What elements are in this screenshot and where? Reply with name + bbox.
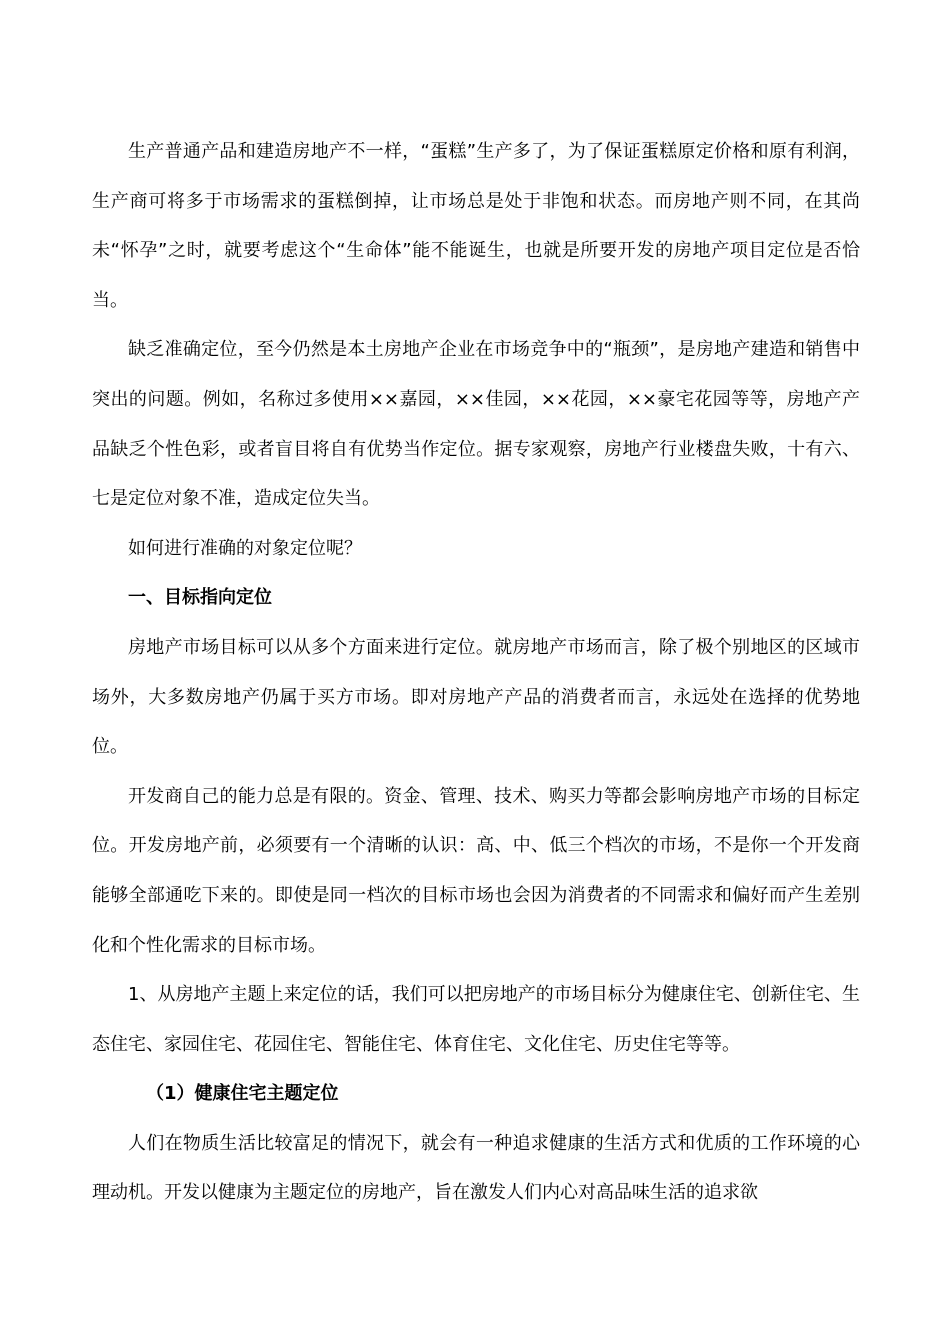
paragraph-health-housing: 人们在物质生活比较富足的情况下，就会有一种追求健康的生活方式和优质的工作环境的心理动机。开发以健康为主题定位的房地产，旨在激发人们内心对高品味生活的追求欲	[92, 1132, 860, 1204]
paragraph-positioning-problem: 缺乏准确定位，至今仍然是本土房地产企业在市场竞争中的“瓶颈”，是房地产建造和销售中突出的问题。例如，名称过多使用××嘉园，××佳园，××花园，××豪宅花园等等，房地产产品缺乏个性色彩，或者盲目将自有优势当作定位。据专家观察，房地产行业楼盘失败，十有六、七是定位对象不准，造成定位失当。	[92, 339, 860, 510]
paragraph-theme-positioning: 1、从房地产主题上来定位的话，我们可以把房地产的市场目标分为健康住宅、创新住宅、生态住宅、家园住宅、花园住宅、智能住宅、体育住宅、文化住宅、历史住宅等等。	[92, 984, 860, 1055]
paragraph-market-target: 房地产市场目标可以从多个方面来进行定位。就房地产市场而言，除了极个别地区的区域市场外，大多数房地产仍属于买方市场。即对房地产产品的消费者而言，永远处在选择的优势地位。	[92, 636, 860, 758]
document-body	[92, 127, 860, 1218]
paragraph-question: 如何进行准确的对象定位呢？	[128, 537, 362, 559]
subheading-health-housing: （1）健康住宅主题定位	[146, 1083, 339, 1105]
section-heading-target-positioning: 一、目标指向定位	[128, 587, 272, 609]
paragraph-intro: 生产普通产品和建造房地产不一样，“蛋糕”生产多了，为了保证蛋糕原定价格和原有利润，生产商可将多于市场需求的蛋糕倒掉，让市场总是处于非饱和状态。而房地产则不同，在其尚未“怀孕”之时，就要考虑这个“生命体”能不能诞生，也就是所要开发的房地产项目定位是否恰当。	[92, 141, 860, 311]
paragraph-developer-ability: 开发商自己的能力总是有限的。资金、管理、技术、购买力等都会影响房地产市场的目标定位。开发房地产前，必须要有一个清晰的认识：高、中、低三个档次的市场，不是你一个开发商能够全部通吃下来的。即使是同一档次的目标市场也会因为消费者的不同需求和偏好而产生差别化和个性化需求的目标市场。	[92, 785, 860, 956]
